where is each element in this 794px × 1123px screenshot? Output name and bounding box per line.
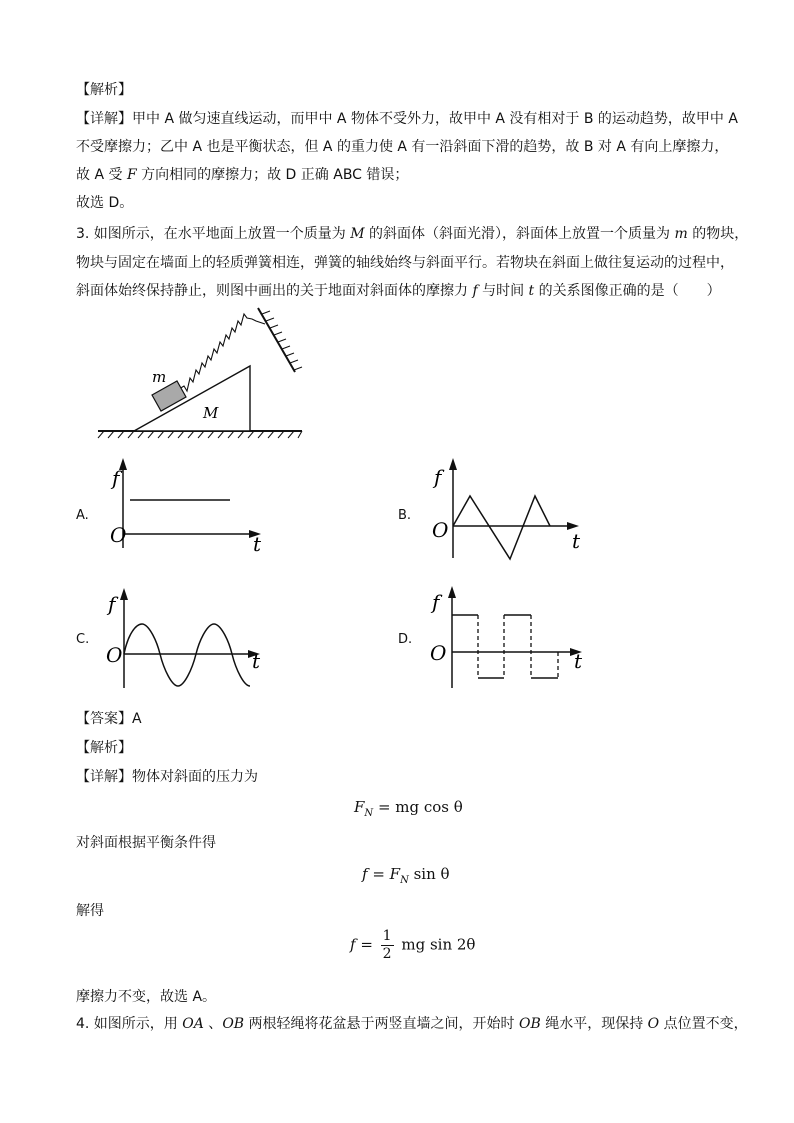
origin-o: O bbox=[110, 523, 127, 547]
graph-d bbox=[428, 584, 598, 694]
origin-o: O bbox=[430, 641, 447, 665]
mass-label-m: m bbox=[152, 368, 167, 386]
detail-line-1: 【详解】甲中 A 做匀速直线运动，而甲中 A 物体不受外力，故甲中 A 没有相对于 B 的运动趋势，故甲中 A bbox=[76, 111, 738, 127]
detail-line-2: 不受摩擦力；乙中 A 也是平衡状态，但 A 的重力使 A 有一沿斜面下滑的趋势，故 B 对 A 有向上摩擦力， bbox=[76, 139, 729, 155]
answer-line: 【答案】A bbox=[76, 711, 142, 727]
graph-b bbox=[430, 458, 590, 568]
axis-f: f bbox=[434, 465, 442, 489]
solve-text: 解得 bbox=[76, 903, 104, 919]
axis-t: t bbox=[574, 649, 583, 673]
origin-o: O bbox=[432, 518, 449, 542]
option-c-label: C. bbox=[76, 632, 90, 647]
q3-line-2: 物块与固定在墙面上的轻质弹簧相连，弹簧的轴线始终与斜面平行。若物块在斜面上做往复运动的过程中， bbox=[76, 255, 734, 271]
answer-conclusion: 摩擦力不变，故选 A。 bbox=[76, 989, 217, 1005]
balance-text: 对斜面根据平衡条件得 bbox=[76, 835, 216, 851]
equation-normal-force: $F_N$ = mg cos θ bbox=[354, 798, 463, 819]
detail-line-3: 故 A 受 F 方向相同的摩擦力；故 D 正确 ABC 错误； bbox=[76, 167, 409, 183]
q3-line-3: 斜面体始终保持静止，则图中画出的关于地面对斜面体的摩擦力 f 与时间 t 的关系图像正确的是（ ） bbox=[76, 283, 721, 299]
axis-f: f bbox=[108, 592, 116, 616]
analysis-tag: 【解析】 bbox=[76, 740, 132, 756]
axis-t: t bbox=[572, 529, 581, 553]
prev-conclusion: 故选 D。 bbox=[76, 195, 134, 211]
analysis-tag-prev: 【解析】 bbox=[76, 82, 132, 98]
option-b-label: B. bbox=[398, 508, 412, 523]
q4-line-1: 4. 如图所示，用 OA 、OB 两根轻绳将花盆悬于两竖直墙之间，开始时 OB 绳水平，现保持 O 点位置不变， bbox=[76, 1016, 748, 1032]
option-d-label: D. bbox=[398, 632, 413, 647]
q3-line-1: 3. 如图所示，在水平地面上放置一个质量为 M 的斜面体（斜面光滑），斜面体上放置一个质量为 m 的物块， bbox=[76, 226, 749, 242]
option-a-label: A. bbox=[76, 508, 89, 523]
equation-result: f = $\frac{1}{2}$ mg sin 2θ bbox=[350, 928, 476, 962]
origin-o: O bbox=[106, 643, 123, 667]
equation-friction: $f = F_N$ sin θ bbox=[362, 865, 450, 886]
graph-a bbox=[108, 458, 268, 558]
axis-f: f bbox=[112, 466, 120, 490]
axis-t: t bbox=[253, 532, 262, 556]
axis-f: f bbox=[432, 590, 440, 614]
axis-t: t bbox=[252, 649, 261, 673]
graph-c bbox=[104, 586, 274, 696]
mass-label-M: M bbox=[203, 404, 219, 422]
detail-intro: 【详解】物体对斜面的压力为 bbox=[76, 769, 258, 785]
incline-spring-figure bbox=[90, 300, 310, 440]
